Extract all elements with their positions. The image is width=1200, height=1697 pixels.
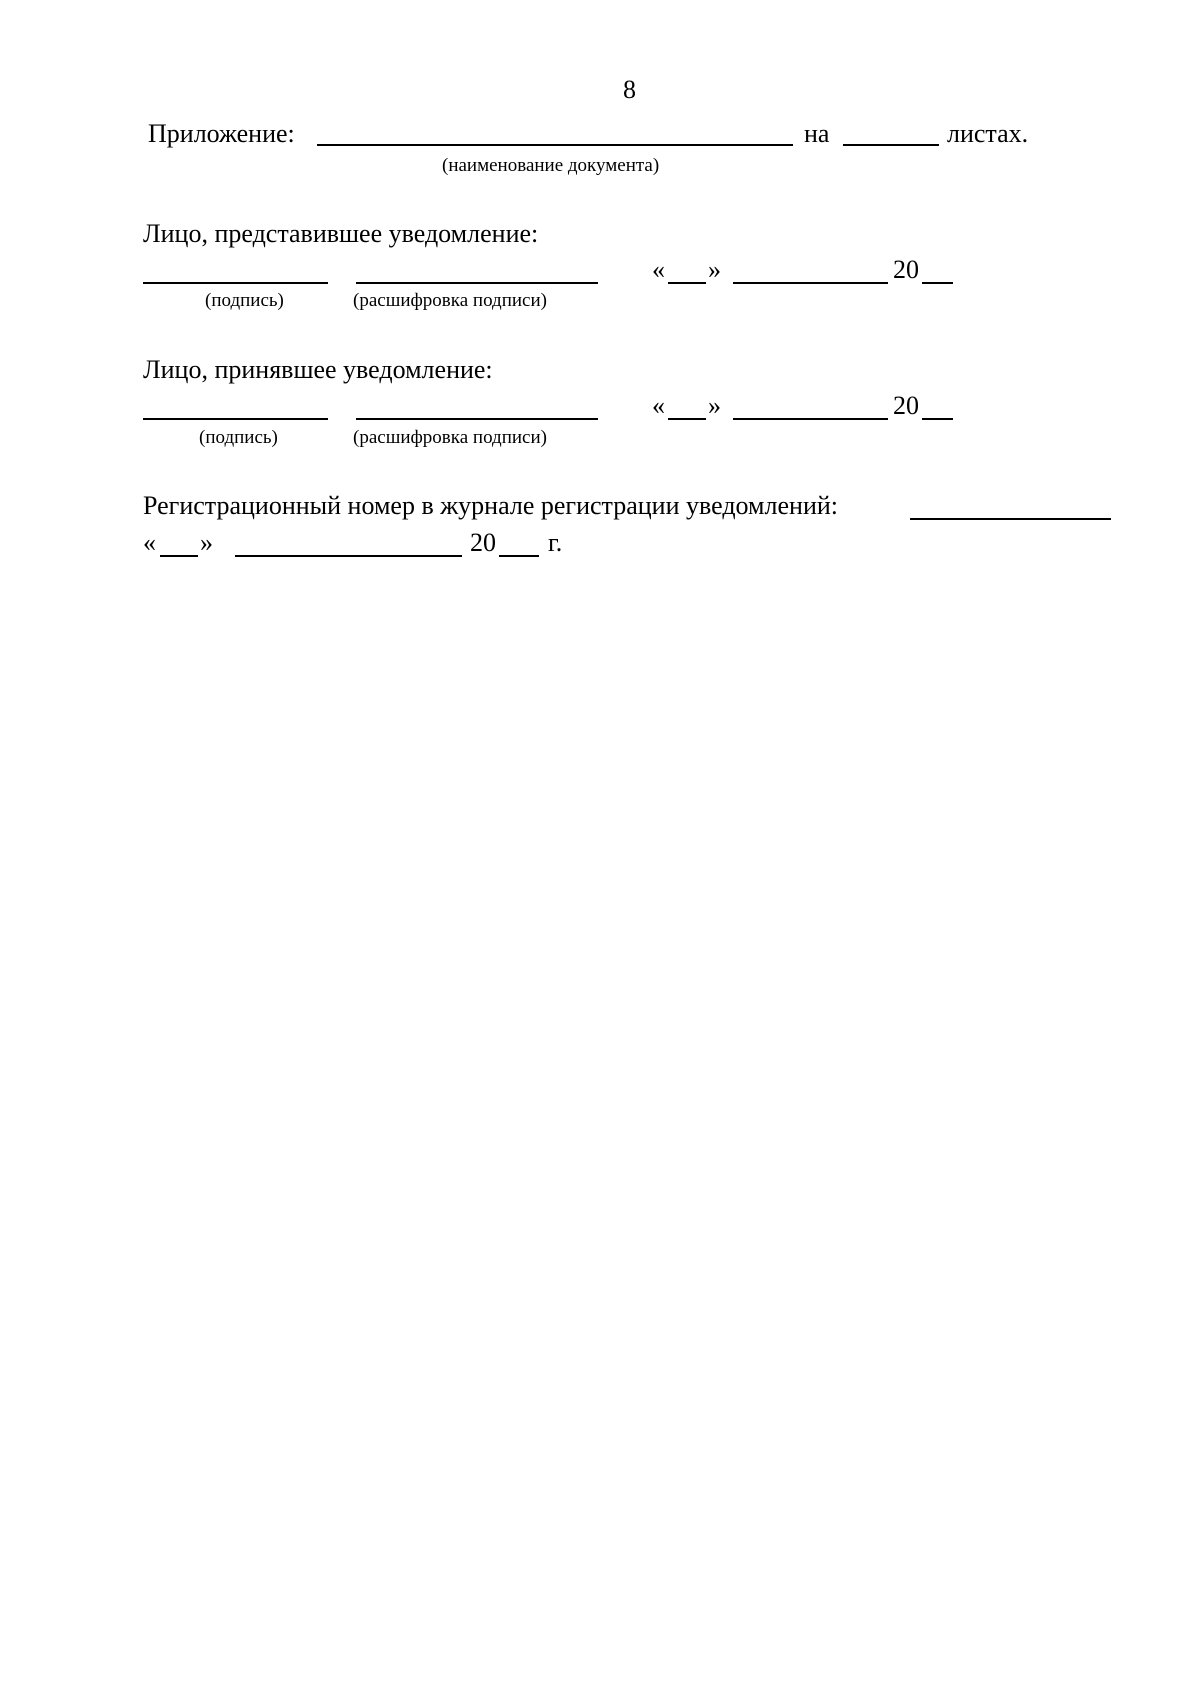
registration-date-quote-close: » bbox=[200, 528, 213, 557]
page-number: 8 bbox=[623, 75, 636, 104]
submitter-year-field[interactable] bbox=[922, 282, 953, 284]
appendix-na-label: на bbox=[804, 119, 830, 148]
submitter-date-quote-open: « bbox=[652, 255, 665, 284]
receiver-decoding-caption: (расшифровка подписи) bbox=[353, 427, 547, 448]
appendix-sheets-label: листах. bbox=[947, 119, 1029, 148]
submitter-decoding-field[interactable] bbox=[356, 282, 598, 284]
receiver-date-quote-open: « bbox=[652, 391, 665, 420]
submitter-decoding-caption: (расшифровка подписи) bbox=[353, 290, 547, 311]
receiver-decoding-field[interactable] bbox=[356, 418, 598, 420]
receiver-month-field[interactable] bbox=[733, 418, 888, 420]
registration-year-suffix: г. bbox=[548, 528, 563, 557]
appendix-label: Приложение: bbox=[148, 119, 295, 148]
submitter-heading: Лицо, представившее уведомление: bbox=[143, 219, 539, 248]
receiver-signature-caption: (подпись) bbox=[199, 427, 278, 448]
submitter-year-prefix: 20 bbox=[893, 255, 919, 284]
submitter-signature-caption: (подпись) bbox=[205, 290, 284, 311]
registration-date-quote-open: « bbox=[143, 528, 156, 557]
receiver-year-field[interactable] bbox=[922, 418, 953, 420]
appendix-sheets-count-field[interactable] bbox=[843, 144, 939, 146]
registration-day-field[interactable] bbox=[160, 555, 198, 557]
submitter-signature-field[interactable] bbox=[143, 282, 328, 284]
registration-month-field[interactable] bbox=[235, 555, 462, 557]
receiver-heading: Лицо, принявшее уведомление: bbox=[143, 355, 493, 384]
registration-year-prefix: 20 bbox=[470, 528, 496, 557]
registration-number-field[interactable] bbox=[910, 518, 1111, 520]
submitter-date-quote-close: » bbox=[708, 255, 721, 284]
registration-label: Регистрационный номер в журнале регистрации уведомлений: bbox=[143, 491, 838, 520]
receiver-date-quote-close: » bbox=[708, 391, 721, 420]
appendix-document-name-field[interactable] bbox=[317, 144, 793, 146]
submitter-month-field[interactable] bbox=[733, 282, 888, 284]
receiver-day-field[interactable] bbox=[668, 418, 706, 420]
receiver-signature-field[interactable] bbox=[143, 418, 328, 420]
receiver-year-prefix: 20 bbox=[893, 391, 919, 420]
appendix-document-name-caption: (наименование документа) bbox=[442, 155, 660, 176]
registration-year-field[interactable] bbox=[499, 555, 539, 557]
submitter-day-field[interactable] bbox=[668, 282, 706, 284]
